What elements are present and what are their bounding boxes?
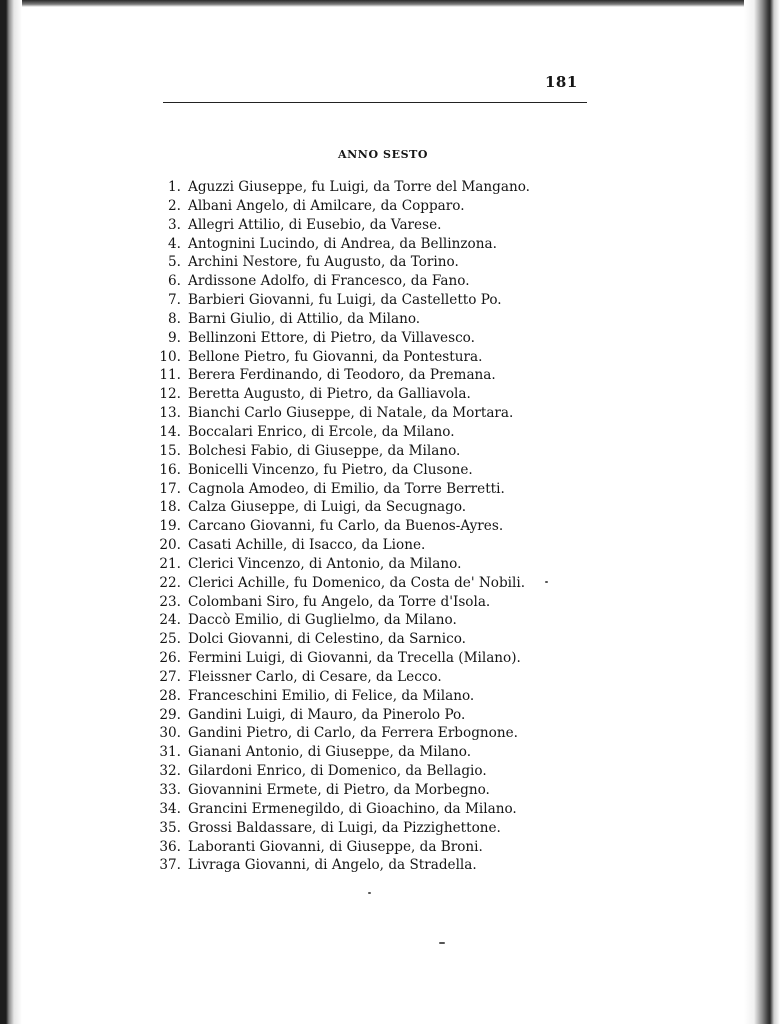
list-item	[150, 498, 530, 517]
entry-number: 19.	[159, 518, 181, 535]
list-item	[150, 272, 530, 291]
list-item	[150, 310, 530, 329]
list-item	[150, 724, 530, 743]
list-item	[150, 649, 530, 668]
list-item	[150, 781, 530, 800]
entry-number: 9.	[168, 329, 181, 346]
list-item	[150, 366, 530, 385]
entry-number: 15.	[159, 442, 181, 459]
list-item	[150, 630, 530, 649]
entry-text: Boccalari Enrico, di Ercole, da Milano.	[188, 423, 455, 440]
list-item	[150, 442, 530, 461]
entry-number: 20.	[159, 537, 181, 554]
entry-number: 13.	[159, 405, 181, 422]
section-title: ANNO SESTO	[338, 148, 429, 161]
entry-number: 5.	[168, 254, 181, 271]
entry-text: Giovannini Ermete, di Pietro, da Morbegno.	[188, 782, 490, 798]
entry-text: Berera Ferdinando, di Teodoro, da Premana.	[188, 367, 496, 384]
entry-text: Laboranti Giovanni, di Giuseppe, da Broni.	[188, 838, 483, 855]
entry-number: 11.	[159, 367, 181, 384]
entry-number: 37.	[159, 857, 181, 874]
entry-number: 31.	[159, 744, 181, 761]
entry-number: 8.	[168, 310, 181, 327]
list-item	[150, 687, 530, 706]
entry-number: 36.	[159, 838, 181, 855]
entry-text: Barbieri Giovanni, fu Luigi, da Castelletto Po.	[188, 292, 502, 309]
entry-text: Fermini Luigi, di Giovanni, da Trecella (Milano).	[188, 650, 521, 667]
list-item	[150, 423, 530, 442]
entry-number: 30.	[159, 725, 181, 742]
list-item	[150, 385, 530, 404]
list-item	[150, 819, 530, 838]
page-number: 181	[545, 73, 578, 91]
list-item	[150, 593, 530, 612]
entry-text: Beretta Augusto, di Pietro, da Galliavola.	[188, 386, 471, 403]
entry-number: 35.	[159, 819, 181, 836]
ink-speck	[439, 942, 445, 944]
entry-text: Fleissner Carlo, di Cesare, da Lecco.	[188, 668, 442, 685]
list-item	[150, 480, 530, 499]
entry-text: Clerici Vincenzo, di Antonio, da Milano.	[188, 555, 462, 572]
list-item	[150, 838, 530, 857]
entry-text: Gianani Antonio, di Giuseppe, da Milano.	[188, 744, 472, 761]
entry-text: Casati Achille, di Isacco, da Lione.	[188, 537, 426, 554]
entry-text: Archini Nestore, fu Augusto, da Torino.	[188, 254, 459, 271]
entry-number: 1.	[168, 179, 181, 195]
entry-number: 25.	[159, 631, 181, 648]
entry-number: 23.	[159, 593, 181, 610]
entry-text: Bellone Pietro, fu Giovanni, da Pontestura.	[188, 348, 483, 365]
entry-text: Gandini Luigi, di Mauro, da Pinerolo Po.	[188, 706, 466, 723]
entry-text: Gilardoni Enrico, di Domenico, da Bellagio.	[188, 763, 487, 780]
entry-text: Livraga Giovanni, di Angelo, da Stradella.	[188, 857, 477, 874]
list-item	[150, 348, 530, 367]
entry-text: Antognini Lucindo, di Andrea, da Bellinzona.	[188, 235, 497, 252]
list-item	[150, 216, 530, 235]
entry-text: Bolchesi Fabio, di Giuseppe, da Milano.	[188, 442, 461, 459]
entry-text: Bonicelli Vincenzo, fu Pietro, da Clusone.	[188, 461, 473, 478]
entry-text: Franceschini Emilio, di Felice, da Milano.	[188, 687, 475, 704]
list-item	[150, 517, 530, 536]
list-item	[150, 404, 530, 423]
entry-text: Grossi Baldassare, di Luigi, da Pizzighettone.	[188, 819, 501, 836]
list-item	[150, 178, 530, 197]
entry-number: 14.	[159, 423, 181, 440]
entry-text: Daccò Emilio, di Guglielmo, da Milano.	[188, 612, 457, 629]
list-item	[150, 668, 530, 687]
list-item	[150, 329, 530, 348]
entry-number: 12.	[159, 386, 181, 403]
entry-number: 27.	[159, 668, 181, 685]
name-list	[150, 178, 530, 875]
list-item	[150, 235, 530, 254]
entry-text: Cagnola Amodeo, di Emilio, da Torre Berretti.	[188, 480, 505, 497]
ink-speck	[545, 581, 548, 583]
entry-text: Albani Angelo, di Amilcare, da Copparo.	[188, 197, 465, 214]
list-item	[150, 762, 530, 781]
entry-text: Aguzzi Giuseppe, fu Luigi, da Torre del Mangano.	[188, 179, 530, 195]
list-item	[150, 743, 530, 762]
list-item	[150, 555, 530, 574]
list-item	[150, 611, 530, 630]
entry-number: 33.	[159, 782, 181, 798]
entry-text: Barni Giulio, di Attilio, da Milano.	[188, 310, 421, 327]
list-item	[150, 800, 530, 819]
entry-number: 21.	[159, 555, 181, 572]
entry-text: Allegri Attilio, di Eusebio, da Varese.	[188, 216, 442, 233]
list-item	[150, 536, 530, 555]
scan-edge-right	[744, 0, 780, 1024]
entry-number: 32.	[159, 763, 181, 780]
entry-number: 26.	[159, 650, 181, 667]
entry-text: Bianchi Carlo Giuseppe, di Natale, da Mortara.	[188, 405, 514, 422]
entry-text: Ardissone Adolfo, di Francesco, da Fano.	[188, 273, 470, 290]
entry-number: 29.	[159, 706, 181, 723]
entry-number: 6.	[168, 273, 181, 290]
entry-number: 17.	[159, 480, 181, 497]
entry-text: Carcano Giovanni, fu Carlo, da Buenos-Ayres.	[188, 518, 504, 535]
list-item	[150, 197, 530, 216]
entry-number: 34.	[159, 800, 181, 817]
scan-edge-left	[0, 0, 22, 1024]
entry-text: Colombani Siro, fu Angelo, da Torre d'Isola.	[188, 593, 491, 610]
entry-number: 16.	[159, 461, 181, 478]
list-item	[150, 461, 530, 480]
entry-text: Bellinzoni Ettore, di Pietro, da Villavesco.	[188, 329, 475, 346]
ink-speck	[368, 892, 371, 894]
entry-text: Gandini Pietro, di Carlo, da Ferrera Erbognone.	[188, 725, 518, 742]
entry-text: Dolci Giovanni, di Celestino, da Sarnico.	[188, 631, 466, 648]
entry-number: 24.	[159, 612, 181, 629]
entry-text: Clerici Achille, fu Domenico, da Costa de' Nobili.	[188, 574, 526, 591]
list-item	[150, 253, 530, 272]
scan-border-top	[0, 0, 780, 7]
entry-number: 3.	[168, 216, 181, 233]
entry-number: 10.	[159, 348, 181, 365]
list-item	[150, 856, 530, 875]
entry-number: 7.	[168, 292, 181, 309]
entry-number: 22.	[159, 574, 181, 591]
list-item	[150, 706, 530, 725]
entry-number: 2.	[168, 197, 181, 214]
header-rule	[163, 102, 587, 103]
entry-number: 4.	[168, 235, 181, 252]
entry-number: 28.	[159, 687, 181, 704]
entry-number: 18.	[159, 499, 181, 516]
entry-text: Grancini Ermenegildo, di Gioachino, da Milano.	[188, 800, 517, 817]
list-item	[150, 291, 530, 310]
list-item	[150, 574, 530, 593]
entry-text: Calza Giuseppe, di Luigi, da Secugnago.	[188, 499, 467, 516]
